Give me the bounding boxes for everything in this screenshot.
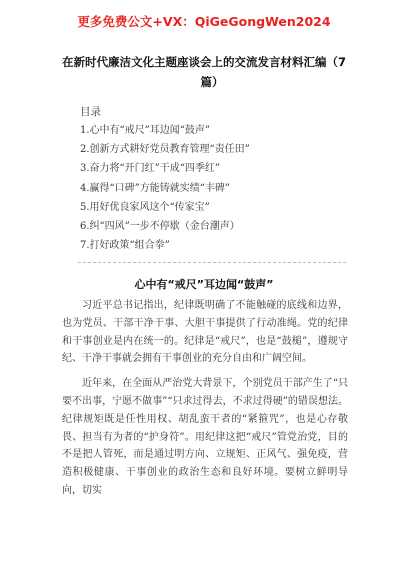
table-of-contents	[80, 121, 250, 255]
body-paragraph: 近年来，在全面从严治党大背景下，个别党员干部产生了“只要不出事，宁愿不做事”“只求过得去，不求过得硬”的错误想法。纪律规矩既是任性用权、胡乱蛮干者的“紧箍咒”，也是心存敬畏、担当有为者的“护身符”。用纪律这把“戒尺”管党治党，目的不是把人管死，而是通过明方向、立规矩、正风气、强免疫，营造积极健康、干事创业的政治生态和良好环境。要树立鲜明导向，切实	[62, 378, 348, 496]
toc-item[interactable]: 7.打好政策“组合拳”	[80, 240, 170, 252]
toc-item[interactable]: 1.心中有“戒尺”耳边闻“鼓声”	[80, 125, 210, 136]
toc-item[interactable]: 6.纠“四风”一步不停歇（金台潮声）	[80, 221, 240, 233]
document-title-line1: 在新时代廉洁文化主题座谈会上的交流发言材料汇编（7	[62, 55, 346, 69]
section-divider	[78, 262, 346, 263]
document-title	[62, 52, 362, 92]
toc-heading: 目录	[80, 106, 101, 118]
document-title-line2: 篇）	[200, 75, 224, 89]
toc-item[interactable]: 3.奋力将“开门红”干成“四季红”	[80, 163, 220, 175]
toc-item[interactable]: 2.创新方式耕好党员教育管理“责任田”	[80, 144, 250, 156]
toc-item[interactable]: 5.用好优良家风这个“传家宝”	[80, 201, 210, 213]
toc-item[interactable]: 4.赢得“口碑”方能铸就实绩“丰碑”	[80, 182, 230, 194]
section-body	[62, 297, 348, 500]
section-title: 心中有“戒尺”耳边闻“鼓声”	[134, 278, 274, 291]
body-paragraph: 习近平总书记指出，纪律既明确了不能触碰的底线和边界，也为党员、干部干净干事、大胆干事提供了行动准绳。党的纪律和干事创业是内在统一的。纪律是“戒尺”，也是“鼓槌”，遵规守纪、干净干事就会拥有干事创业的充分自由和广阔空间。	[62, 300, 348, 365]
promo-banner: 更多免费公文+VX：QiGeGongWen2024	[77, 14, 331, 29]
